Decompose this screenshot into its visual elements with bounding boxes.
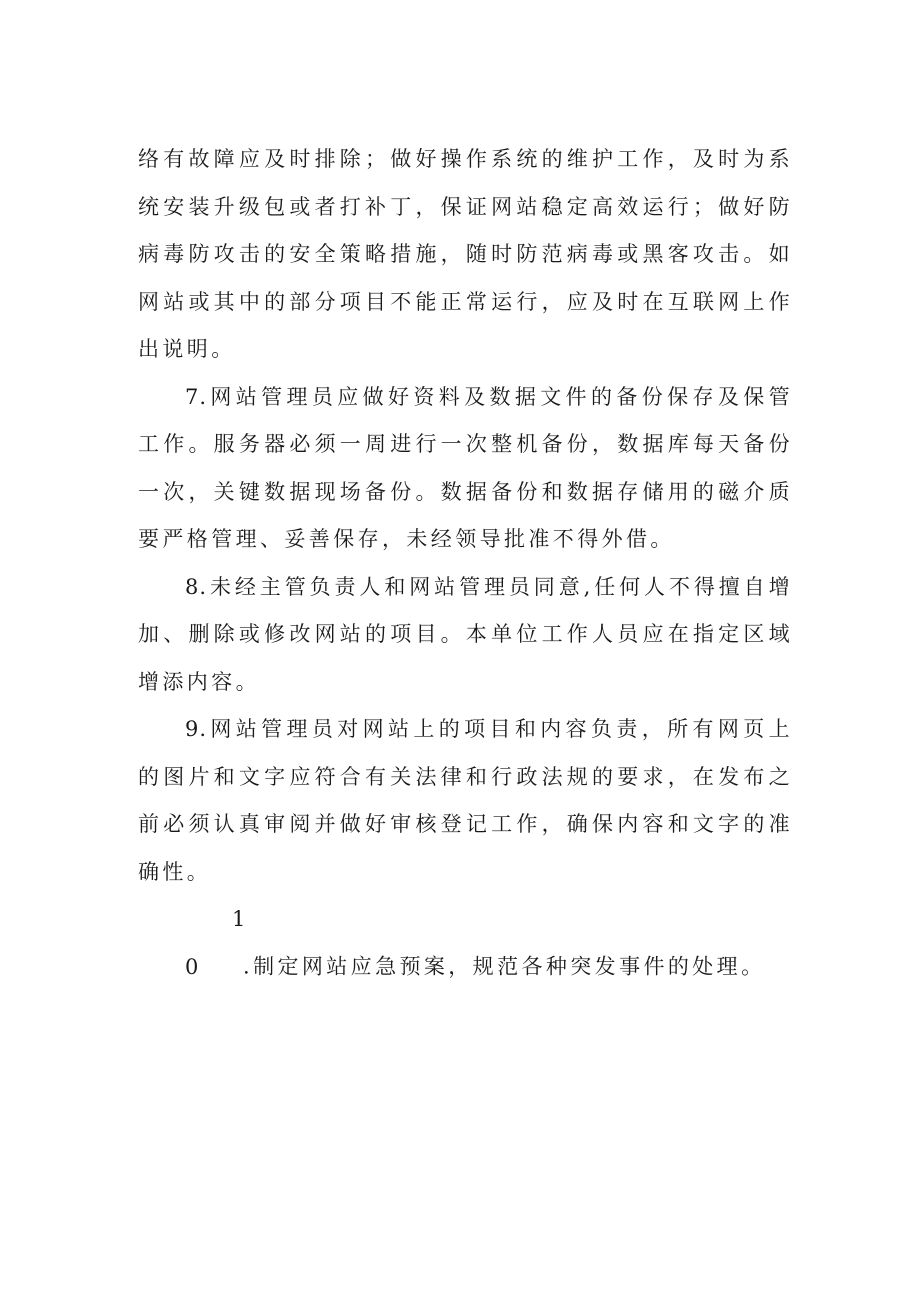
item-number: 8 (185, 574, 200, 599)
paragraph-item-9 (138, 706, 793, 896)
paragraph-text: 络有故障应及时排除；做好操作系统的维护工作，及时为系统安装升级包或者打补丁，保证网站稳定高效运行；做好防病毒防攻击的安全策略措施，随时防范病毒或黑客攻击。如网站或其中的部分项目不能正常运行，应及时在互联网上作出说明。 (138, 147, 793, 361)
paragraph-item-10 (138, 896, 793, 991)
item-number: 10 (185, 907, 247, 979)
paragraph-text: .网站管理员应做好资料及数据文件的备份保存及保管工作。服务器必须一周进行一次整机备份，数据库每天备份一次，关键数据现场备份。数据备份和数据存储用的磁介质要严格管理、妥善保存，未经领导批准不得外借。 (138, 384, 793, 551)
paragraph-continued (138, 136, 793, 374)
paragraph-text: .网站管理员对网站上的项目和内容负责，所有网页上的图片和文字应符合有关法律和行政法规的要求，在发布之前必须认真审阅并做好审核登记工作，确保内容和文字的准确性。 (138, 717, 793, 884)
document-body (138, 136, 793, 991)
paragraph-text: .未经主管负责人和网站管理员同意,任何人不得擅自增加、删除或修改网站的项目。本单位工作人员应在指定区域增添内容。 (138, 574, 793, 694)
item-number: 7 (185, 384, 200, 409)
paragraph-item-7 (138, 374, 793, 564)
paragraph-item-8 (138, 564, 793, 707)
paragraph-text: .制定网站应急预案，规范各种突发事件的处理。 (243, 954, 766, 979)
item-number: 9 (185, 717, 200, 741)
